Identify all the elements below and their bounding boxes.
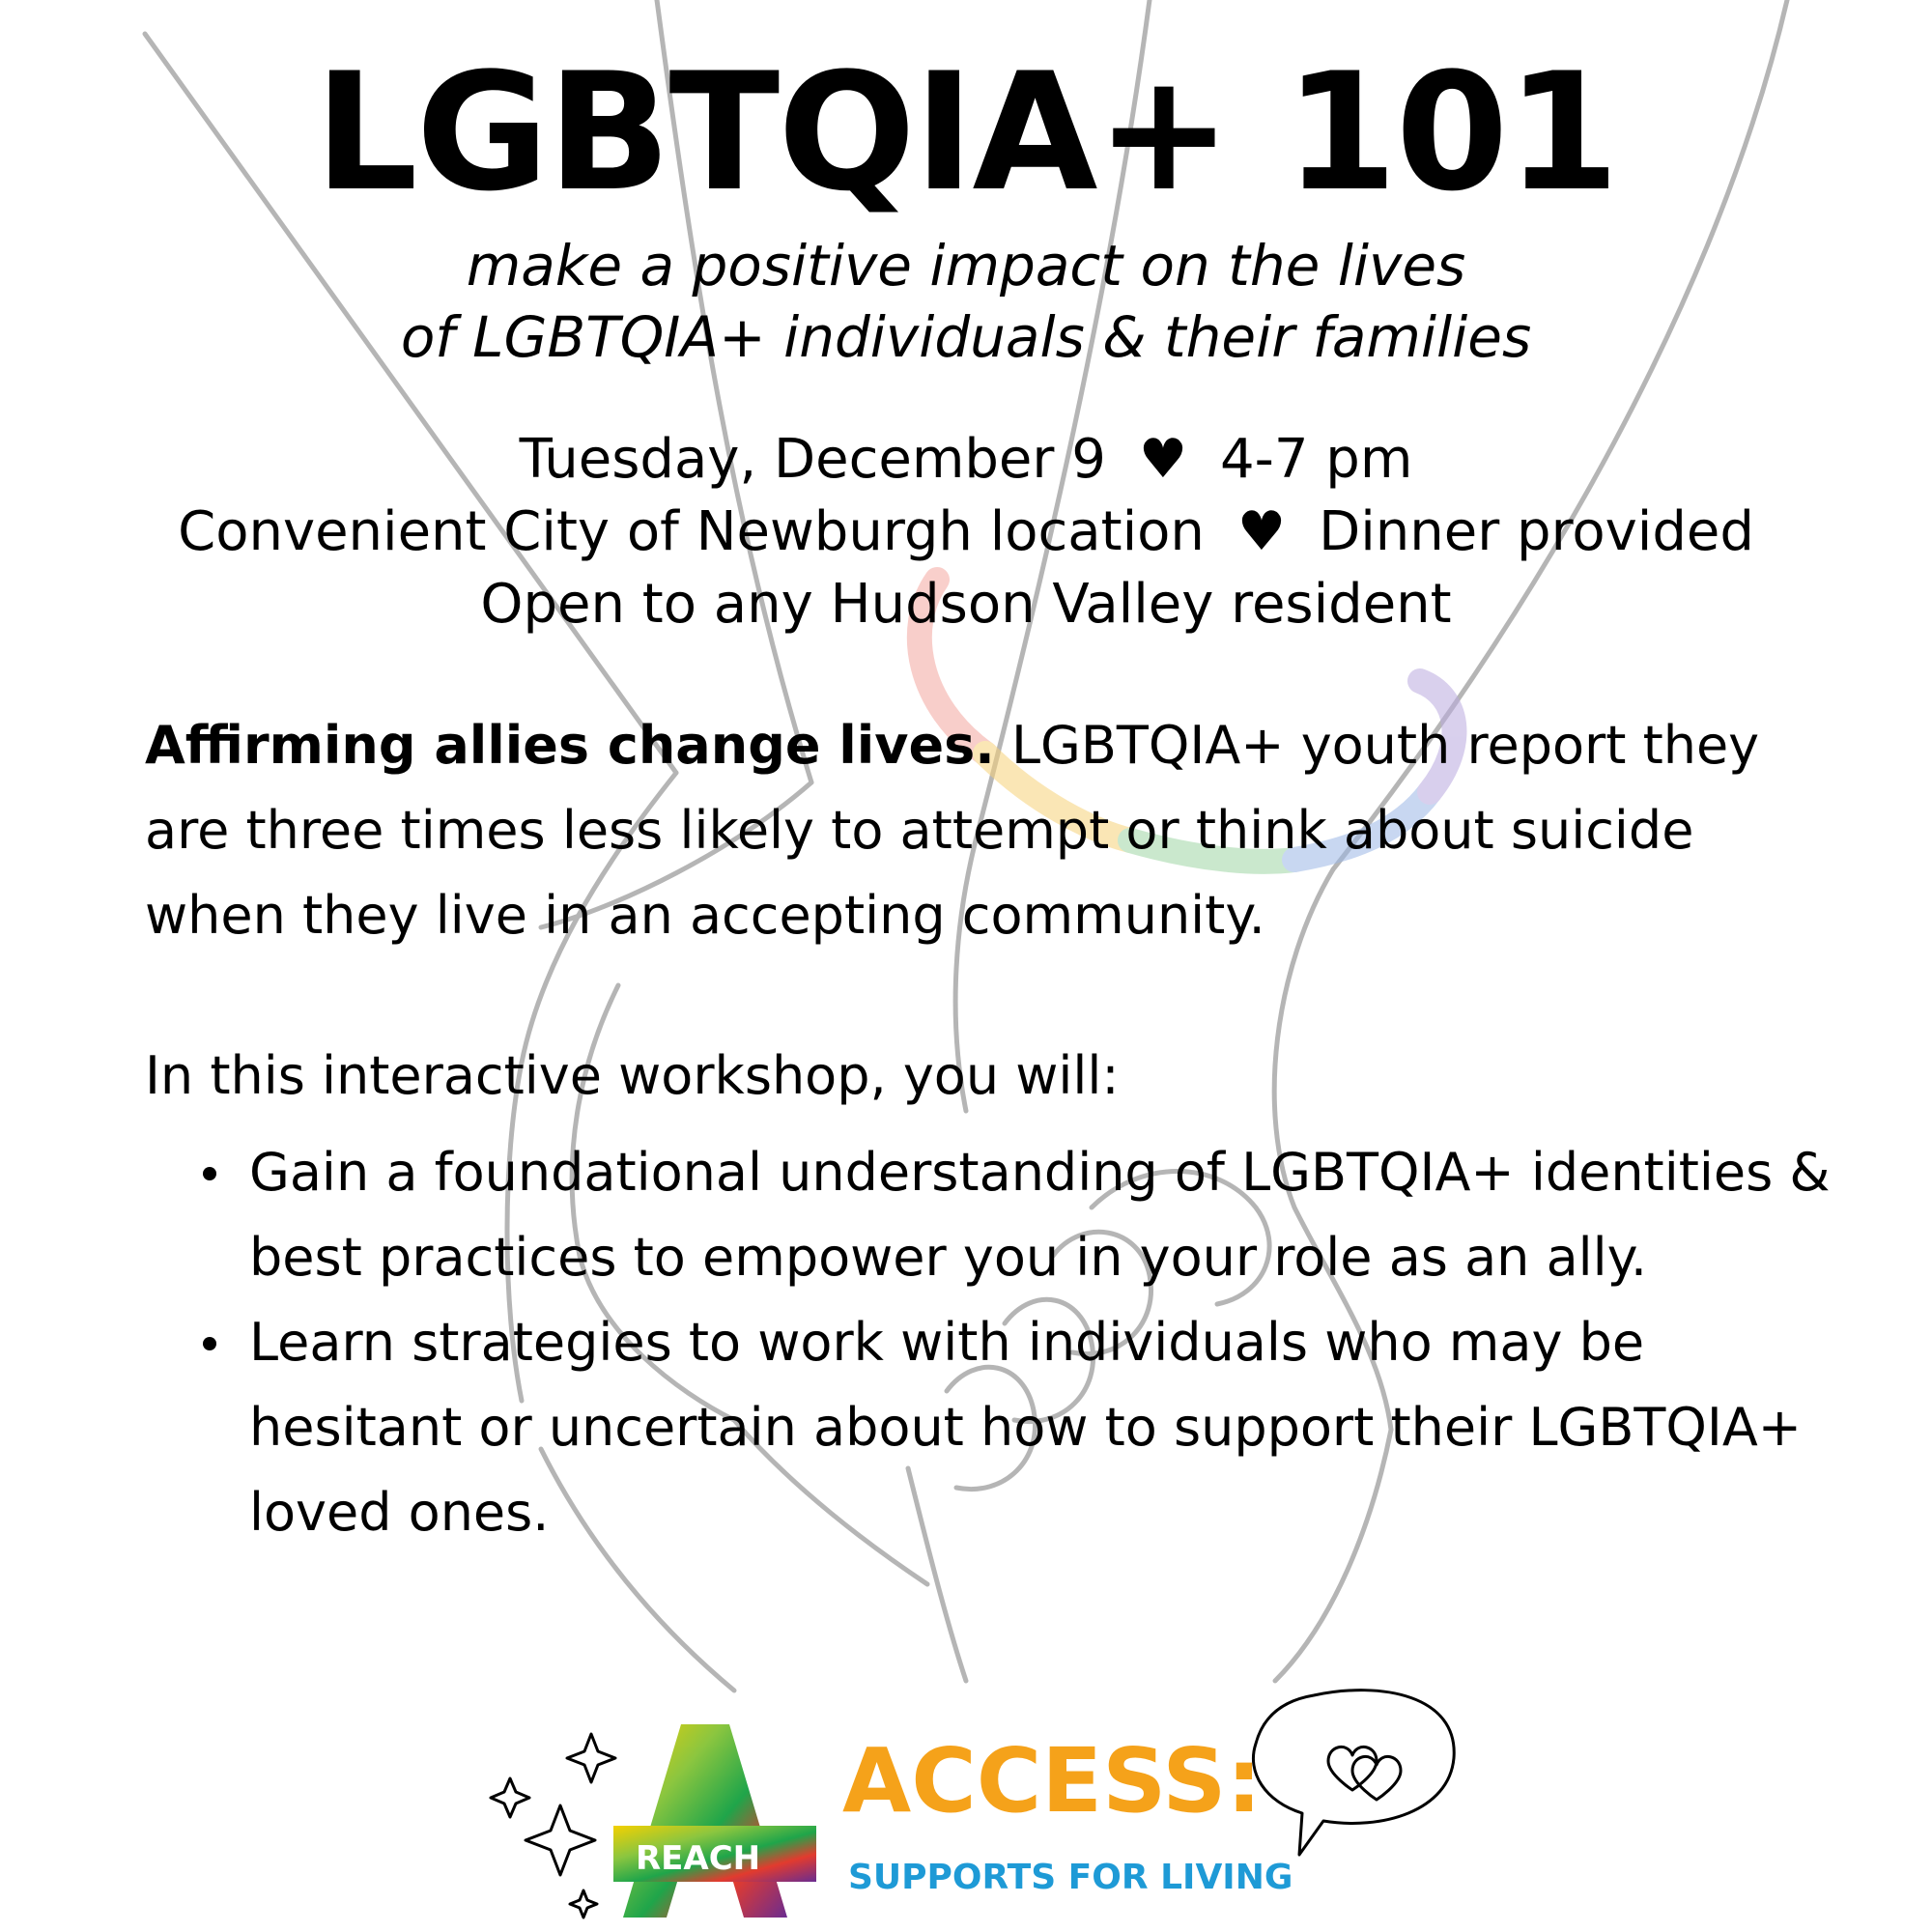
- speech-bubble-hearts-icon: [1253, 1690, 1454, 1855]
- intro-paragraph: [145, 703, 1806, 958]
- intro-bold-lead: Affirming allies change lives.: [145, 715, 995, 776]
- event-time: 4-7 pm: [1220, 428, 1413, 491]
- access-logo: [483, 1686, 1546, 1927]
- subtitle-line-1: make a positive impact on the lives: [466, 233, 1466, 298]
- logo-badge-text: REACH: [636, 1839, 761, 1878]
- event-location-food: [0, 500, 1932, 563]
- list-item: Learn strategies to work with individuals who may be hesitant or uncertain about how to support their LGBTQIA+ loved ones.: [249, 1300, 1872, 1555]
- logo-tagline: SUPPORTS FOR LIVING: [848, 1858, 1293, 1897]
- reach-badge-icon: [613, 1724, 816, 1918]
- workshop-heading: In this interactive workshop, you will:: [145, 1045, 1120, 1106]
- event-location: Convenient City of Newburgh location: [178, 500, 1205, 563]
- event-food: Dinner provided: [1319, 500, 1754, 563]
- sparkles-icon: [491, 1734, 615, 1918]
- list-item: Gain a foundational understanding of LGBTQIA+ identities & best practices to empower you in your role as an ally.: [249, 1130, 1872, 1300]
- event-eligibility: Open to any Hudson Valley resident: [480, 573, 1452, 636]
- subtitle-line-2: of LGBTQIA+ individuals & their families: [400, 304, 1532, 370]
- heart-icon: ♥: [1138, 428, 1188, 491]
- intro-text: LGBTQIA+ youth report they are three times less likely to attempt or think about suicide when they live in an accepting community.: [145, 715, 1760, 946]
- workshop-bullet-list: [203, 1130, 1872, 1555]
- logo-name: ACCESS:: [842, 1729, 1263, 1833]
- heart-icon: ♥: [1236, 500, 1287, 563]
- event-date: Tuesday, December 9: [519, 428, 1106, 491]
- event-datetime: [0, 428, 1932, 491]
- page-title: LGBTQIA+ 101: [314, 38, 1618, 227]
